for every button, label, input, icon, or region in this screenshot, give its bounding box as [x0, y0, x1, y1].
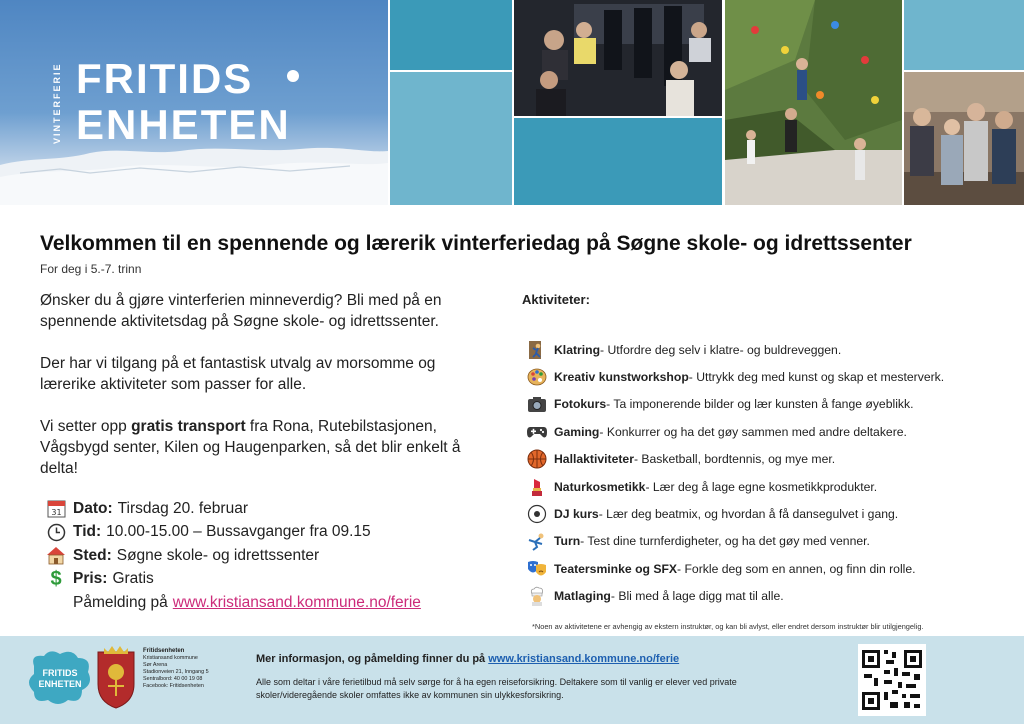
page-title: Velkommen til en spennende og lærerik vinterferiedag på Søgne skole- og idrettssenter — [40, 232, 912, 255]
lipstick-icon — [526, 476, 548, 498]
intro-text-span: fra Rona, Rutebilstasjonen, Vågsbygd senter, Kilen og Haugenparken, så det blir enkelt å delta! — [40, 418, 461, 477]
org-line: Facebook: Fritidsenheten — [143, 683, 204, 689]
activity-desc: - Konkurrer og ha det gøy sammen med andre deltakere. — [599, 424, 907, 439]
more-info-link[interactable]: www.kristiansand.kommune.no/ferie — [488, 653, 680, 665]
time-row — [46, 521, 486, 545]
chef-icon — [526, 585, 548, 607]
activity-item — [526, 555, 1006, 582]
clock-icon — [46, 522, 66, 542]
signup-link[interactable]: www.kristiansand.kommune.no/ferie — [172, 593, 421, 611]
decor-tile — [514, 118, 722, 205]
date-value: Tirsdag 20. februar — [117, 499, 248, 517]
activity-desc: - Forkle deg som en annen, og finn din rolle. — [677, 561, 916, 576]
time-value: 10.00-15.00 – Bussavganger fra 09.15 — [106, 523, 371, 541]
price-value: Gratis — [112, 570, 154, 588]
intro-paragraph: Der har vi tilgang på et fantastisk utvalg av morsomme og lærerike aktiviteter som passer for alle. — [40, 355, 436, 393]
activity-name: Naturkosmetikk — [554, 479, 646, 494]
camera-icon — [526, 393, 548, 415]
signup-row — [46, 591, 486, 615]
activity-desc: - Test dine turnferdigheter, og ha det gøy med venner. — [580, 534, 870, 549]
activity-item — [526, 500, 1006, 527]
price-row — [46, 568, 486, 592]
group-photo — [904, 72, 1024, 205]
activity-name: Kreativ kunstworkshop — [554, 370, 689, 385]
activity-name: Turn — [554, 534, 581, 549]
record-icon — [526, 503, 548, 525]
qr-code[interactable] — [858, 644, 926, 716]
activity-name: Teatersminke og SFX — [554, 561, 678, 576]
time-label: Tid: — [73, 523, 102, 541]
fritidsenheten-logo — [26, 646, 94, 710]
activity-name: DJ kurs — [554, 507, 599, 522]
palette-icon — [526, 366, 548, 388]
activity-item — [526, 473, 1006, 500]
basketball-icon — [526, 448, 548, 470]
calendar-icon — [46, 499, 66, 519]
house-icon — [46, 546, 66, 566]
more-info — [256, 653, 679, 665]
decor-tile — [390, 72, 512, 205]
activity-desc: - Uttrykk deg med kunst og skap et mesterverk. — [688, 370, 945, 385]
calendar-day: 31 — [50, 508, 62, 518]
intro-paragraph — [40, 416, 492, 479]
activity-item — [526, 446, 1006, 473]
activity-item — [526, 391, 1006, 418]
gaming-photo — [514, 0, 722, 116]
climbing-photo — [725, 0, 902, 205]
activities-list — [526, 336, 1006, 610]
activity-name: Gaming — [554, 424, 600, 439]
insurance-text: Alle som deltar i våre ferietilbud må selv sørge for å ha egen reiseforsikring. Deltakere som til vanlig er elever ved private skoler/videregående skoler omfattes ikke av kommunen sin ulykkesforsikring. — [256, 677, 737, 700]
dollar-icon: $ — [50, 567, 62, 590]
logo-text-line1: FRITIDS — [42, 668, 78, 678]
activity-desc: - Bli med å lage digg mat til alle. — [610, 589, 784, 604]
page-subtitle: For deg i 5.-7. trinn — [40, 262, 142, 276]
activity-desc: - Lær deg beatmix, og hvordan å få dansegulvet i gang. — [598, 507, 899, 522]
activity-name: Klatring — [554, 342, 601, 357]
activities-heading: Aktiviteter: — [522, 292, 590, 307]
brand-panel — [0, 0, 388, 205]
activity-desc: - Utfordre deg selv i klatre- og buldreveggen. — [600, 342, 842, 357]
place-value: Søgne skole- og idrettssenter — [116, 546, 320, 564]
snowy-mountain-image — [0, 143, 388, 205]
gymnast-icon — [526, 530, 548, 552]
logo-text-line2: ENHETEN — [38, 679, 82, 689]
event-info — [46, 497, 486, 615]
activity-desc: - Lær deg å lage egne kosmetikkprodukter. — [645, 479, 878, 494]
activity-name: Fotokurs — [554, 397, 607, 412]
more-info-text: Mer informasjon, og påmelding finner du på — [256, 653, 489, 665]
header-banner — [0, 0, 1024, 205]
activity-item — [526, 363, 1006, 390]
place-row — [46, 544, 486, 568]
brand-dot — [287, 70, 299, 82]
brand-title-line2: ENHETEN — [76, 101, 291, 148]
kristiansand-crest-icon — [94, 644, 138, 710]
decor-tile — [904, 0, 1024, 70]
activity-name: Hallaktiviteter — [554, 452, 634, 467]
activity-desc: - Ta imponerende bilder og lær kunsten å fange øyeblikk. — [606, 397, 914, 412]
brand-title-line1: FRITIDS — [76, 55, 254, 102]
activity-item — [526, 336, 1006, 363]
date-label: Dato: — [73, 499, 113, 517]
place-label: Sted: — [73, 546, 112, 564]
theater-masks-icon — [526, 558, 548, 580]
activity-item — [526, 418, 1006, 445]
price-label: Pris: — [73, 570, 108, 588]
activity-name: Matlaging — [554, 589, 611, 604]
decor-tile — [390, 0, 512, 70]
footer — [0, 636, 1024, 724]
activity-item — [526, 583, 1006, 610]
intro-bold-span: gratis transport — [131, 418, 246, 435]
activity-item — [526, 528, 1006, 555]
org-line: Sør Arena — [143, 662, 168, 668]
activities-note: *Noen av aktivitetene er avhengig av ekstern instruktør, og kan bli avlyst, eller endret dersom instruktør blir utilgjengelig. — [532, 622, 924, 631]
intro-text — [40, 290, 492, 500]
org-line: Stadionveien 21, Inngang 5 — [143, 669, 209, 675]
org-contact — [143, 648, 209, 690]
climbing-icon — [526, 339, 548, 361]
signup-text: Påmelding på — [73, 593, 168, 611]
date-row — [46, 497, 486, 521]
activity-desc: - Basketball, bordtennis, og mye mer. — [633, 452, 836, 467]
vinterferie-label: VINTERFERIE — [52, 62, 62, 144]
gamepad-icon — [526, 421, 548, 443]
org-line: Sentralbord: 40 00 19 08 — [143, 676, 203, 682]
intro-text-span: Vi setter opp — [40, 418, 132, 435]
org-line: Kristiansand kommune — [143, 655, 198, 661]
org-name: Fritidsenheten — [143, 648, 185, 654]
intro-paragraph: Ønsker du å gjøre vinterferien minneverdig? Bli med på en spennende aktivitetsdag på Søgne skole- og idrettssenter. — [40, 292, 442, 330]
